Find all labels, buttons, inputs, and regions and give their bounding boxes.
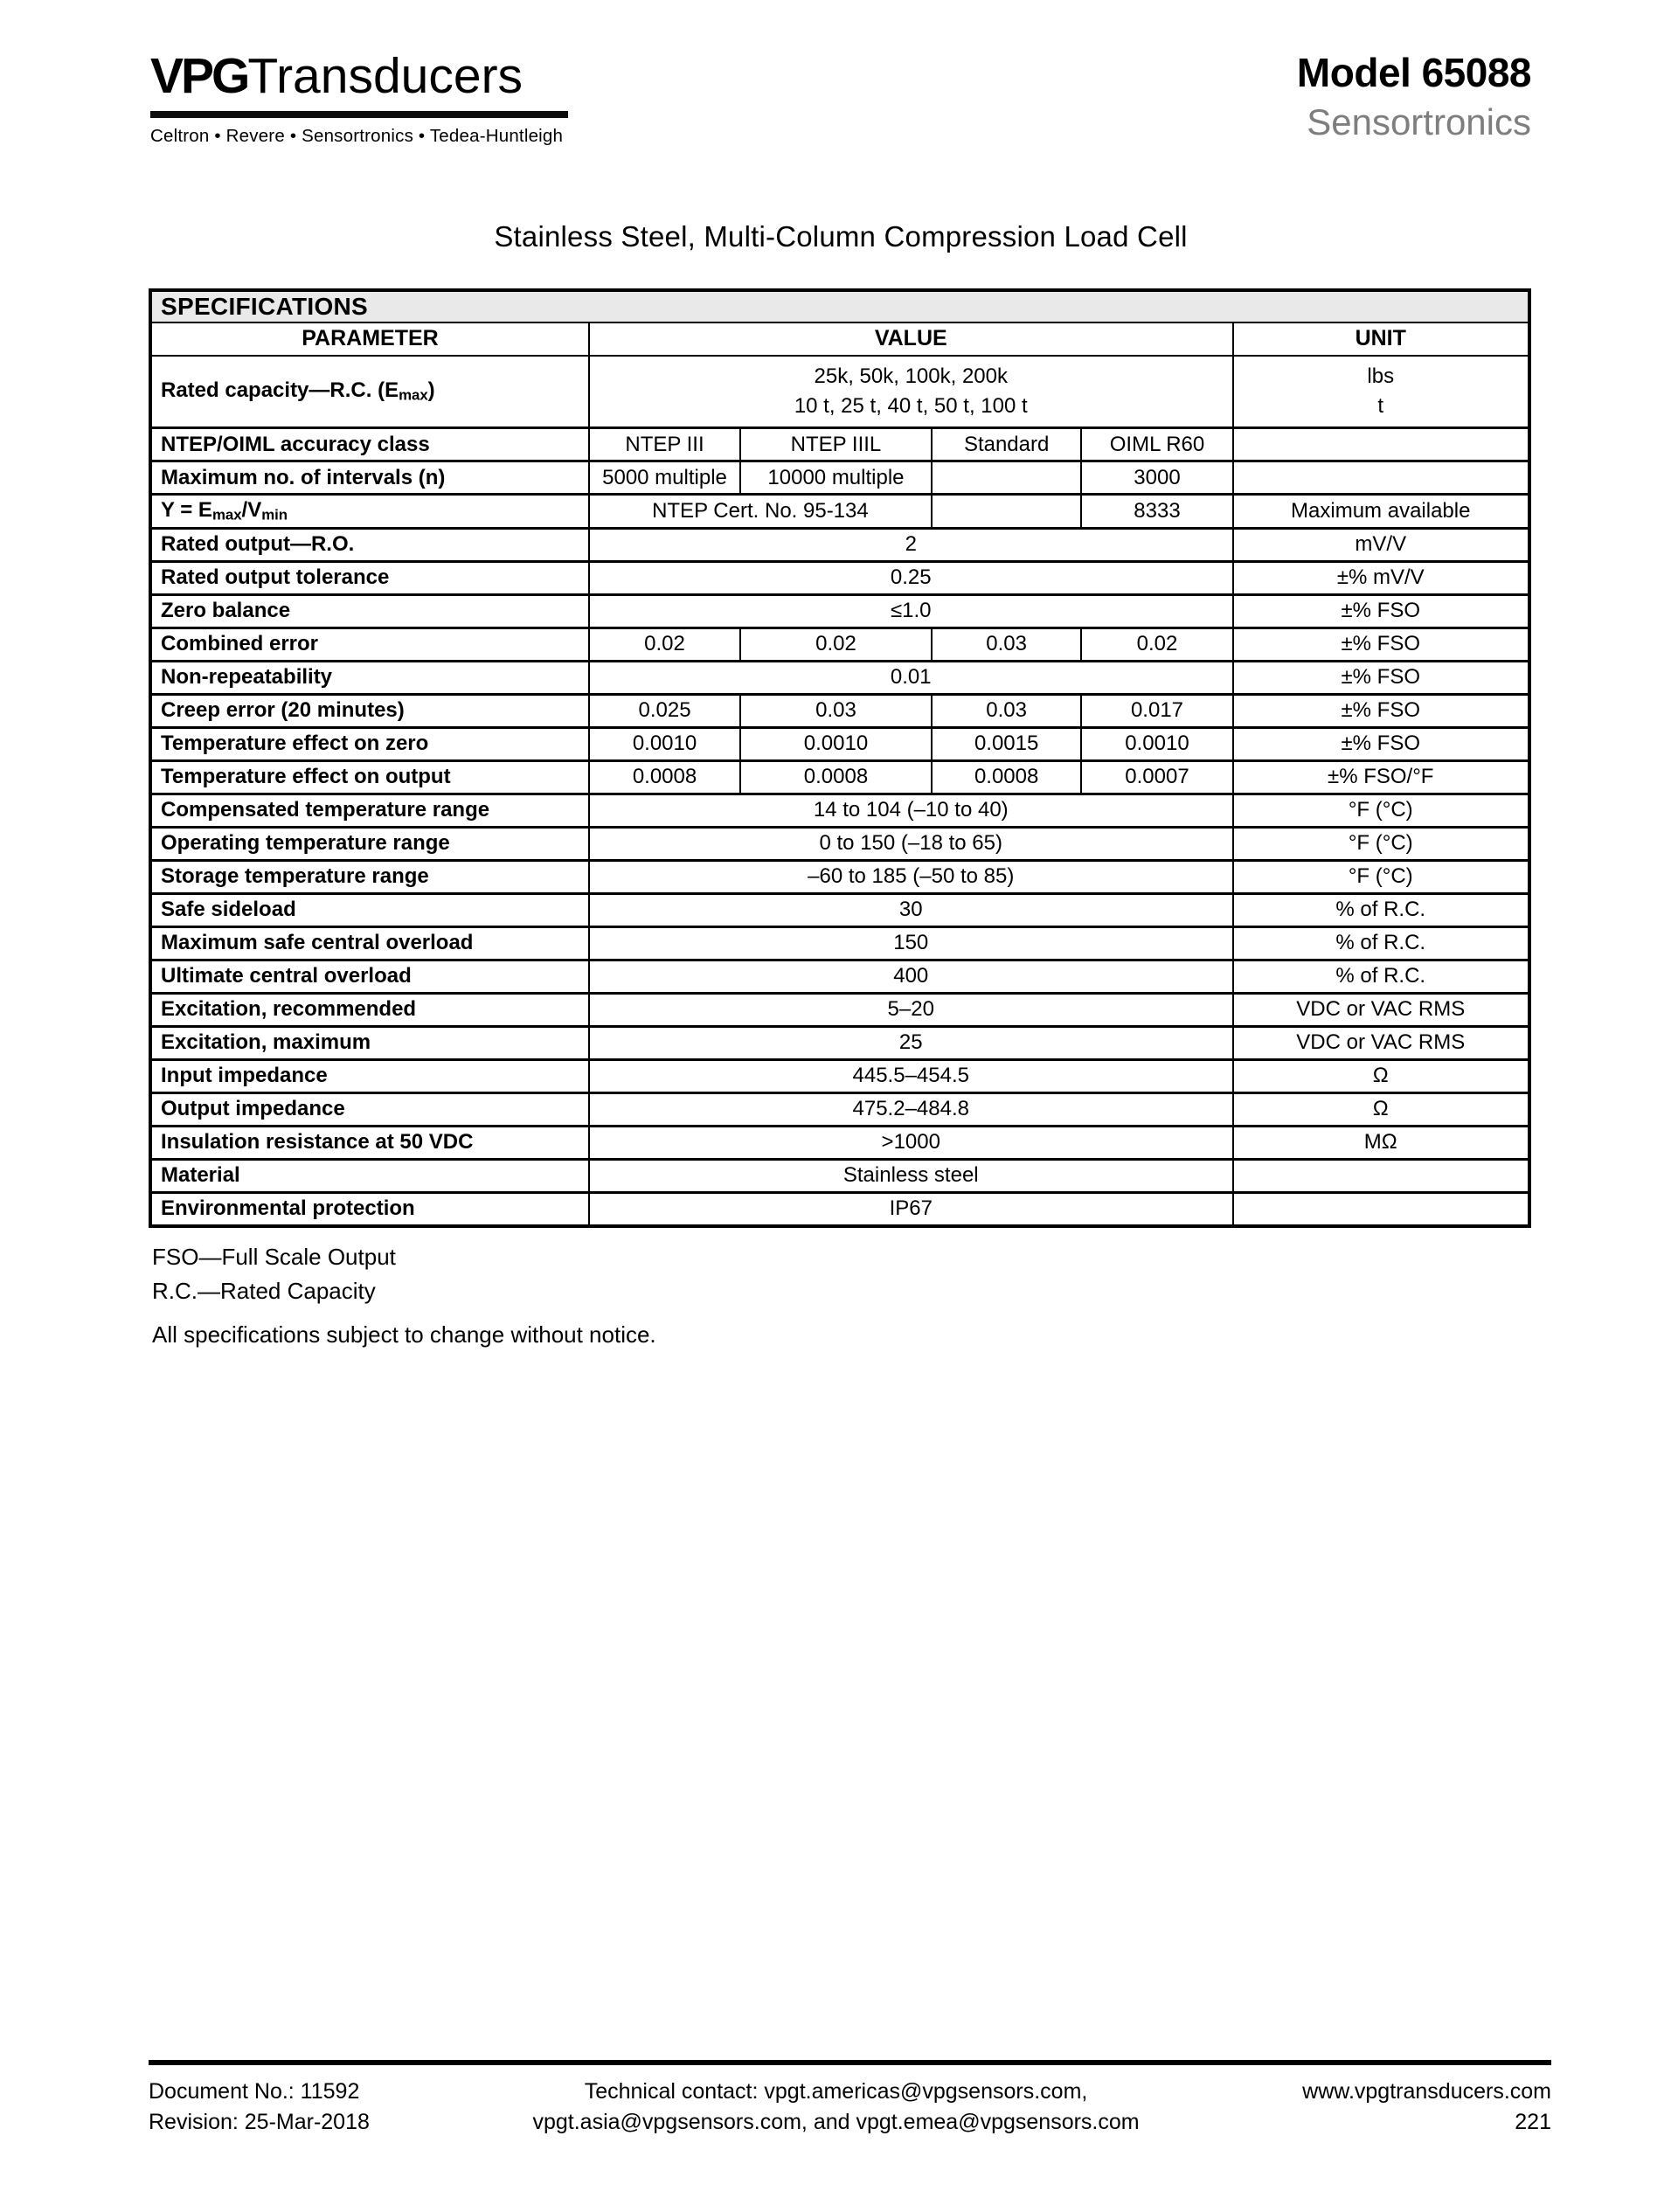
footer-technical-contact xyxy=(370,2077,1302,2138)
logo-transducers-text: Transducers xyxy=(247,48,524,104)
footer-site-page xyxy=(1302,2077,1551,2138)
brand-name: Sensortronics xyxy=(1307,101,1531,142)
spec-row-insulation-resistance xyxy=(152,1125,1528,1158)
spec-row-environmental-protection xyxy=(152,1191,1528,1224)
spec-row-ultimate-central-overload xyxy=(152,959,1528,992)
param-label-temp-effect-zero: Temperature effect on zero xyxy=(161,732,429,756)
model-number: Model 65088 xyxy=(1296,50,1531,95)
value-cell-non-repeatability: 0.01 xyxy=(588,662,1232,693)
value-cell-oiml-r60: OIML R60 xyxy=(1080,429,1231,460)
model-header xyxy=(1297,51,1531,142)
value-cell-temp-output-4: 0.0007 xyxy=(1080,762,1231,793)
footer-document-info xyxy=(149,2077,370,2138)
unit-cell-operating-temp-range: °F (°C) xyxy=(1232,829,1528,859)
value-cell-combined-error-4: 0.02 xyxy=(1080,629,1231,660)
spec-row-material xyxy=(152,1158,1528,1191)
value-cell-creep-error-2: 0.03 xyxy=(739,696,931,726)
value-cell-ntep-iiil: NTEP IIIL xyxy=(739,429,931,460)
param-label-creep-error: Creep error (20 minutes) xyxy=(161,698,405,723)
spec-row-safe-sideload xyxy=(152,892,1528,926)
spec-row-rated-output xyxy=(152,527,1528,560)
value-cell-temp-zero-4: 0.0010 xyxy=(1080,729,1231,759)
spec-row-rated-output-tolerance xyxy=(152,560,1528,593)
document-number: Document No.: 11592 xyxy=(149,2079,360,2104)
param-label-storage-temp-range: Storage temperature range xyxy=(161,864,429,889)
vpg-transducers-logo xyxy=(150,48,568,147)
value-cell-y-oiml: 8333 xyxy=(1080,496,1231,527)
value-cell-environmental-protection: IP67 xyxy=(588,1194,1232,1224)
value-cell-rated-output-tolerance: 0.25 xyxy=(588,563,1232,593)
spec-row-combined-error xyxy=(152,627,1528,660)
page-header xyxy=(150,48,1531,147)
param-label-output-impedance: Output impedance xyxy=(161,1097,345,1121)
page-footer xyxy=(149,2077,1551,2138)
unit-cell-storage-temp-range: °F (°C) xyxy=(1232,862,1528,892)
unit-cell-rated-output: mV/V xyxy=(1232,530,1528,560)
param-label-operating-temp-range: Operating temperature range xyxy=(161,831,450,856)
param-label-excitation-maximum: Excitation, maximum xyxy=(161,1030,371,1055)
value-cell-max-safe-central-overload: 150 xyxy=(588,928,1232,959)
param-label-zero-balance: Zero balance xyxy=(161,599,291,623)
specifications-table xyxy=(149,288,1531,1228)
spec-row-output-impedance xyxy=(152,1092,1528,1125)
spec-row-storage-temp-range xyxy=(152,859,1528,892)
param-label-max-intervals: Maximum no. of intervals (n) xyxy=(161,465,446,489)
param-label-material: Material xyxy=(161,1163,240,1188)
spec-row-temp-effect-zero xyxy=(152,726,1528,759)
unit-cell-rated-capacity: lbs t xyxy=(1232,357,1528,426)
spec-row-compensated-temp-range xyxy=(152,793,1528,826)
value-cell-output-impedance: 475.2–484.8 xyxy=(588,1094,1232,1125)
footnotes xyxy=(152,1245,656,1356)
value-cell-ntep-iii: NTEP III xyxy=(588,429,739,460)
table-header-row xyxy=(152,323,1528,357)
value-cell-excitation-maximum: 25 xyxy=(588,1028,1232,1058)
column-header-unit: UNIT xyxy=(1232,323,1528,355)
spec-row-accuracy-class xyxy=(152,426,1528,460)
unit-cell-temp-effect-output: ±% FSO/°F xyxy=(1232,762,1528,793)
note-rated-capacity: R.C.—Rated Capacity xyxy=(152,1278,376,1304)
note-disclaimer: All specifications subject to change without notice. xyxy=(152,1321,656,1348)
value-cell-temp-output-1: 0.0008 xyxy=(588,762,739,793)
spec-row-operating-temp-range xyxy=(152,826,1528,859)
value-cell-temp-output-2: 0.0008 xyxy=(739,762,931,793)
specifications-section-header: SPECIFICATIONS xyxy=(152,292,1528,323)
value-cell-combined-error-3: 0.03 xyxy=(931,629,1081,660)
value-cell-combined-error-1: 0.02 xyxy=(588,629,739,660)
param-label-compensated-temp-range: Compensated temperature range xyxy=(161,798,490,822)
page-number: 221 xyxy=(1515,2110,1551,2134)
unit-cell-insulation-resistance: MΩ xyxy=(1232,1127,1528,1158)
unit-cell-environmental-protection xyxy=(1232,1194,1528,1224)
logo-underline xyxy=(150,111,568,118)
unit-cell-excitation-maximum: VDC or VAC RMS xyxy=(1232,1028,1528,1058)
unit-cell-y-ratio: Maximum available xyxy=(1232,496,1528,527)
value-cell-ultimate-central-overload: 400 xyxy=(588,961,1232,992)
unit-cell-rated-output-tolerance: ±% mV/V xyxy=(1232,563,1528,593)
param-label-safe-sideload: Safe sideload xyxy=(161,898,296,922)
note-fso: FSO—Full Scale Output xyxy=(152,1244,396,1270)
value-cell-combined-error-2: 0.02 xyxy=(739,629,931,660)
spec-row-y-ratio xyxy=(152,493,1528,527)
value-cell-safe-sideload: 30 xyxy=(588,895,1232,926)
param-label-excitation-recommended: Excitation, recommended xyxy=(161,997,417,1022)
logo-wordmark xyxy=(150,48,568,104)
unit-cell-material xyxy=(1232,1161,1528,1191)
value-cell-excitation-recommended: 5–20 xyxy=(588,995,1232,1025)
value-cell-material: Stainless steel xyxy=(588,1161,1232,1191)
logo-brand-names: Celtron • Revere • Sensortronics • Tedea-Huntleigh xyxy=(150,125,564,146)
param-label-temp-effect-output: Temperature effect on output xyxy=(161,765,451,789)
unit-cell-zero-balance: ±% FSO xyxy=(1232,596,1528,627)
unit-cell-ultimate-central-overload: % of R.C. xyxy=(1232,961,1528,992)
value-cell-rated-capacity: 25k, 50k, 100k, 200k 10 t, 25 t, 40 t, 50 t, 100 t xyxy=(588,357,1232,426)
param-label-combined-error: Combined error xyxy=(161,632,319,656)
value-cell-temp-output-3: 0.0008 xyxy=(931,762,1081,793)
spec-row-zero-balance xyxy=(152,593,1528,627)
technical-contact-line2[interactable]: vpgt.asia@vpgsensors.com, and vpgt.emea@vpgsensors.com xyxy=(532,2110,1140,2134)
technical-contact-line1[interactable]: Technical contact: vpgt.americas@vpgsensors.com, xyxy=(584,2079,1088,2104)
unit-cell-combined-error: ±% FSO xyxy=(1232,629,1528,660)
spec-row-temp-effect-output xyxy=(152,759,1528,793)
param-label-accuracy-class: NTEP/OIML accuracy class xyxy=(161,432,430,456)
value-cell-creep-error-1: 0.025 xyxy=(588,696,739,726)
value-cell-temp-zero-1: 0.0010 xyxy=(588,729,739,759)
value-cell-intervals-ntep-iii: 5000 multiple xyxy=(588,462,739,493)
value-cell-rated-output: 2 xyxy=(588,530,1232,560)
value-cell-intervals-ntep-iiil: 10000 multiple xyxy=(739,462,931,493)
value-cell-ntep-cert: NTEP Cert. No. 95-134 xyxy=(588,496,931,527)
value-cell-temp-zero-2: 0.0010 xyxy=(739,729,931,759)
page-title: Stainless Steel, Multi-Column Compression Load Cell xyxy=(494,220,1188,253)
param-label-rated-capacity: Rated capacity—R.C. (Emax) xyxy=(161,378,435,404)
unit-cell-temp-effect-zero: ±% FSO xyxy=(1232,729,1528,759)
value-cell-intervals-oiml: 3000 xyxy=(1080,462,1231,493)
param-label-ultimate-central-overload: Ultimate central overload xyxy=(161,964,412,988)
unit-cell-input-impedance: Ω xyxy=(1232,1061,1528,1092)
unit-cell-creep-error: ±% FSO xyxy=(1232,696,1528,726)
value-cell-y-standard xyxy=(931,496,1081,527)
value-cell-compensated-temp-range: 14 to 104 (–10 to 40) xyxy=(588,795,1232,826)
unit-cell-accuracy-class xyxy=(1232,429,1528,460)
param-label-non-repeatability: Non-repeatability xyxy=(161,665,333,690)
spec-row-max-intervals xyxy=(152,460,1528,493)
param-label-insulation-resistance: Insulation resistance at 50 VDC xyxy=(161,1130,474,1155)
unit-cell-excitation-recommended: VDC or VAC RMS xyxy=(1232,995,1528,1025)
unit-cell-max-intervals xyxy=(1232,462,1528,493)
spec-row-rated-capacity xyxy=(152,357,1528,426)
column-header-parameter: PARAMETER xyxy=(302,326,439,351)
param-label-rated-output: Rated output—R.O. xyxy=(161,532,355,557)
param-label-rated-output-tolerance: Rated output tolerance xyxy=(161,565,390,590)
value-cell-intervals-standard xyxy=(931,462,1081,493)
value-cell-standard: Standard xyxy=(931,429,1081,460)
value-cell-zero-balance: ≤1.0 xyxy=(588,596,1232,627)
unit-cell-compensated-temp-range: °F (°C) xyxy=(1232,795,1528,826)
spec-row-excitation-recommended xyxy=(152,992,1528,1025)
value-cell-temp-zero-3: 0.0015 xyxy=(931,729,1081,759)
param-label-input-impedance: Input impedance xyxy=(161,1064,328,1088)
unit-cell-non-repeatability: ±% FSO xyxy=(1232,662,1528,693)
param-label-environmental-protection: Environmental protection xyxy=(161,1196,415,1221)
revision-date: Revision: 25-Mar-2018 xyxy=(149,2110,370,2134)
spec-row-non-repeatability xyxy=(152,660,1528,693)
spec-row-input-impedance xyxy=(152,1058,1528,1092)
unit-cell-output-impedance: Ω xyxy=(1232,1094,1528,1125)
spec-row-creep-error xyxy=(152,693,1528,726)
param-label-y-ratio: Y = Emax/Vmin xyxy=(161,498,288,524)
spec-row-max-safe-central-overload xyxy=(152,926,1528,959)
unit-cell-safe-sideload: % of R.C. xyxy=(1232,895,1528,926)
value-cell-creep-error-4: 0.017 xyxy=(1080,696,1231,726)
param-label-max-safe-central-overload: Maximum safe central overload xyxy=(161,931,474,955)
value-cell-insulation-resistance: >1000 xyxy=(588,1127,1232,1158)
unit-cell-max-safe-central-overload: % of R.C. xyxy=(1232,928,1528,959)
logo-vpg-text: VPG xyxy=(150,48,248,104)
value-cell-creep-error-3: 0.03 xyxy=(931,696,1081,726)
footer-divider xyxy=(149,2060,1551,2065)
website-link[interactable]: www.vpgtransducers.com xyxy=(1302,2079,1551,2104)
value-cell-operating-temp-range: 0 to 150 (–18 to 65) xyxy=(588,829,1232,859)
value-cell-storage-temp-range: –60 to 185 (–50 to 85) xyxy=(588,862,1232,892)
value-cell-input-impedance: 445.5–454.5 xyxy=(588,1061,1232,1092)
spec-row-excitation-maximum xyxy=(152,1025,1528,1058)
column-header-value: VALUE xyxy=(588,323,1232,355)
